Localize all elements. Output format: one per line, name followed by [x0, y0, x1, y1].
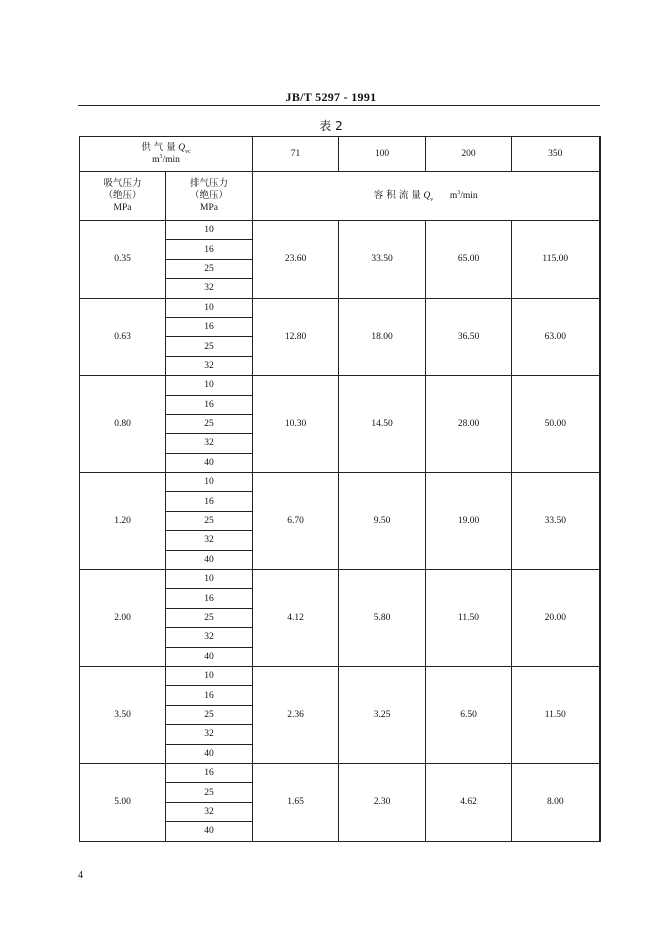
flow-value-cell: 3.25 — [339, 666, 426, 763]
supply-unit-sup: 3 — [159, 153, 163, 160]
discharge-pressure-cell: 32 — [166, 434, 253, 453]
suction-header-line: （绝压） — [103, 190, 142, 201]
table-row — [80, 376, 600, 395]
discharge-pressure-cell: 10 — [166, 666, 253, 685]
supply-symbol: Q — [178, 143, 186, 153]
flow-value-cell: 2.36 — [253, 666, 339, 763]
supply-value: 71 — [253, 137, 339, 172]
supply-value: 100 — [339, 137, 426, 172]
flow-label: 容 积 流 量 — [373, 190, 421, 201]
flow-value-cell: 50.00 — [512, 376, 600, 473]
discharge-pressure-cell: 32 — [166, 356, 253, 375]
flow-value-cell: 18.00 — [339, 298, 426, 376]
discharge-pressure-cell: 16 — [166, 492, 253, 511]
suction-header-unit: MPa — [113, 203, 132, 213]
flow-value-cell: 1.65 — [253, 763, 339, 841]
flow-value-cell: 33.50 — [339, 221, 426, 299]
page-number: 4 — [78, 870, 83, 881]
flow-value-cell: 4.62 — [426, 763, 512, 841]
discharge-pressure-cell: 25 — [166, 783, 253, 802]
discharge-pressure-cell: 16 — [166, 686, 253, 705]
discharge-pressure-cell: 32 — [166, 628, 253, 647]
flow-value-cell: 8.00 — [512, 763, 600, 841]
discharge-pressure-cell: 16 — [166, 589, 253, 608]
supply-unit-base: m — [152, 155, 160, 165]
suction-pressure-cell: 0.63 — [80, 298, 166, 376]
suction-pressure-cell: 0.80 — [80, 376, 166, 473]
flow-value-cell: 20.00 — [512, 570, 600, 667]
flow-unit-base: m — [449, 191, 458, 201]
suction-pressure-cell: 1.20 — [80, 473, 166, 570]
discharge-header-cell — [166, 172, 253, 221]
table-row — [80, 298, 600, 317]
discharge-header-line: （绝压） — [189, 190, 228, 201]
supply-header-cell — [80, 137, 253, 172]
suction-pressure-cell: 2.00 — [80, 570, 166, 667]
flow-value-cell: 63.00 — [512, 298, 600, 376]
flow-symbol: Q — [423, 191, 431, 201]
supply-label: 供 气 量 — [141, 142, 176, 153]
discharge-pressure-cell: 25 — [166, 705, 253, 724]
flow-value-cell: 6.50 — [426, 666, 512, 763]
flow-value-cell: 11.50 — [426, 570, 512, 667]
flow-value-cell: 2.30 — [339, 763, 426, 841]
discharge-pressure-cell: 40 — [166, 550, 253, 569]
discharge-pressure-cell: 16 — [166, 240, 253, 259]
flow-value-cell: 6.70 — [253, 473, 339, 570]
flow-value-cell: 4.12 — [253, 570, 339, 667]
table-row — [80, 763, 600, 782]
discharge-pressure-cell: 10 — [166, 473, 253, 492]
suction-header-line: 吸气压力 — [103, 178, 142, 189]
flow-table — [79, 136, 601, 842]
flow-value-cell: 10.30 — [253, 376, 339, 473]
pressure-header-row — [80, 172, 600, 221]
discharge-pressure-cell: 40 — [166, 744, 253, 763]
supply-symbol-sub: vc — [185, 148, 191, 155]
discharge-pressure-cell: 32 — [166, 725, 253, 744]
flow-symbol-sub: v — [430, 196, 434, 203]
discharge-pressure-cell: 32 — [166, 531, 253, 550]
supply-value: 350 — [512, 137, 600, 172]
flow-value-cell: 9.50 — [339, 473, 426, 570]
discharge-pressure-cell: 16 — [166, 763, 253, 782]
discharge-pressure-cell: 25 — [166, 414, 253, 433]
suction-pressure-cell: 5.00 — [80, 763, 166, 841]
discharge-header-unit: MPa — [200, 203, 218, 213]
suction-pressure-cell: 0.35 — [80, 221, 166, 299]
table-row — [80, 666, 600, 685]
discharge-pressure-cell: 16 — [166, 395, 253, 414]
flow-value-cell: 33.50 — [512, 473, 600, 570]
flow-value-cell: 28.00 — [426, 376, 512, 473]
table-row — [80, 473, 600, 492]
discharge-pressure-cell: 25 — [166, 337, 253, 356]
discharge-pressure-cell: 40 — [166, 647, 253, 666]
discharge-pressure-cell: 16 — [166, 317, 253, 336]
supply-value: 200 — [426, 137, 512, 172]
flow-header-cell — [253, 172, 600, 221]
flow-value-cell: 12.80 — [253, 298, 339, 376]
flow-value-cell: 14.50 — [339, 376, 426, 473]
discharge-pressure-cell: 32 — [166, 802, 253, 821]
discharge-pressure-cell: 10 — [166, 298, 253, 317]
discharge-pressure-cell: 40 — [166, 822, 253, 841]
header-rule — [78, 105, 600, 106]
suction-pressure-cell: 3.50 — [80, 666, 166, 763]
supply-unit-rest: /min — [162, 155, 180, 165]
discharge-pressure-cell: 25 — [166, 608, 253, 627]
flow-value-cell: 36.50 — [426, 298, 512, 376]
discharge-pressure-cell: 25 — [166, 511, 253, 530]
table-caption: 表 2 — [319, 119, 343, 133]
discharge-pressure-cell: 32 — [166, 279, 253, 298]
flow-value-cell: 11.50 — [512, 666, 600, 763]
table-row — [80, 221, 600, 240]
flow-value-cell: 19.00 — [426, 473, 512, 570]
discharge-pressure-cell: 25 — [166, 259, 253, 278]
flow-unit-rest: /min — [460, 191, 478, 201]
standard-header: JB/T 5297 - 1991 — [285, 90, 377, 104]
flow-value-cell: 5.80 — [339, 570, 426, 667]
flow-value-cell: 115.00 — [512, 221, 600, 299]
flow-value-cell: 23.60 — [253, 221, 339, 299]
suction-header-cell — [80, 172, 166, 221]
table-row — [80, 570, 600, 589]
discharge-pressure-cell: 10 — [166, 376, 253, 395]
discharge-pressure-cell: 10 — [166, 570, 253, 589]
discharge-pressure-cell: 10 — [166, 221, 253, 240]
flow-value-cell: 65.00 — [426, 221, 512, 299]
flow-unit-sup: 3 — [457, 189, 461, 196]
supply-header-row — [80, 137, 600, 172]
discharge-pressure-cell: 40 — [166, 453, 253, 472]
discharge-header-line: 排气压力 — [189, 178, 228, 189]
